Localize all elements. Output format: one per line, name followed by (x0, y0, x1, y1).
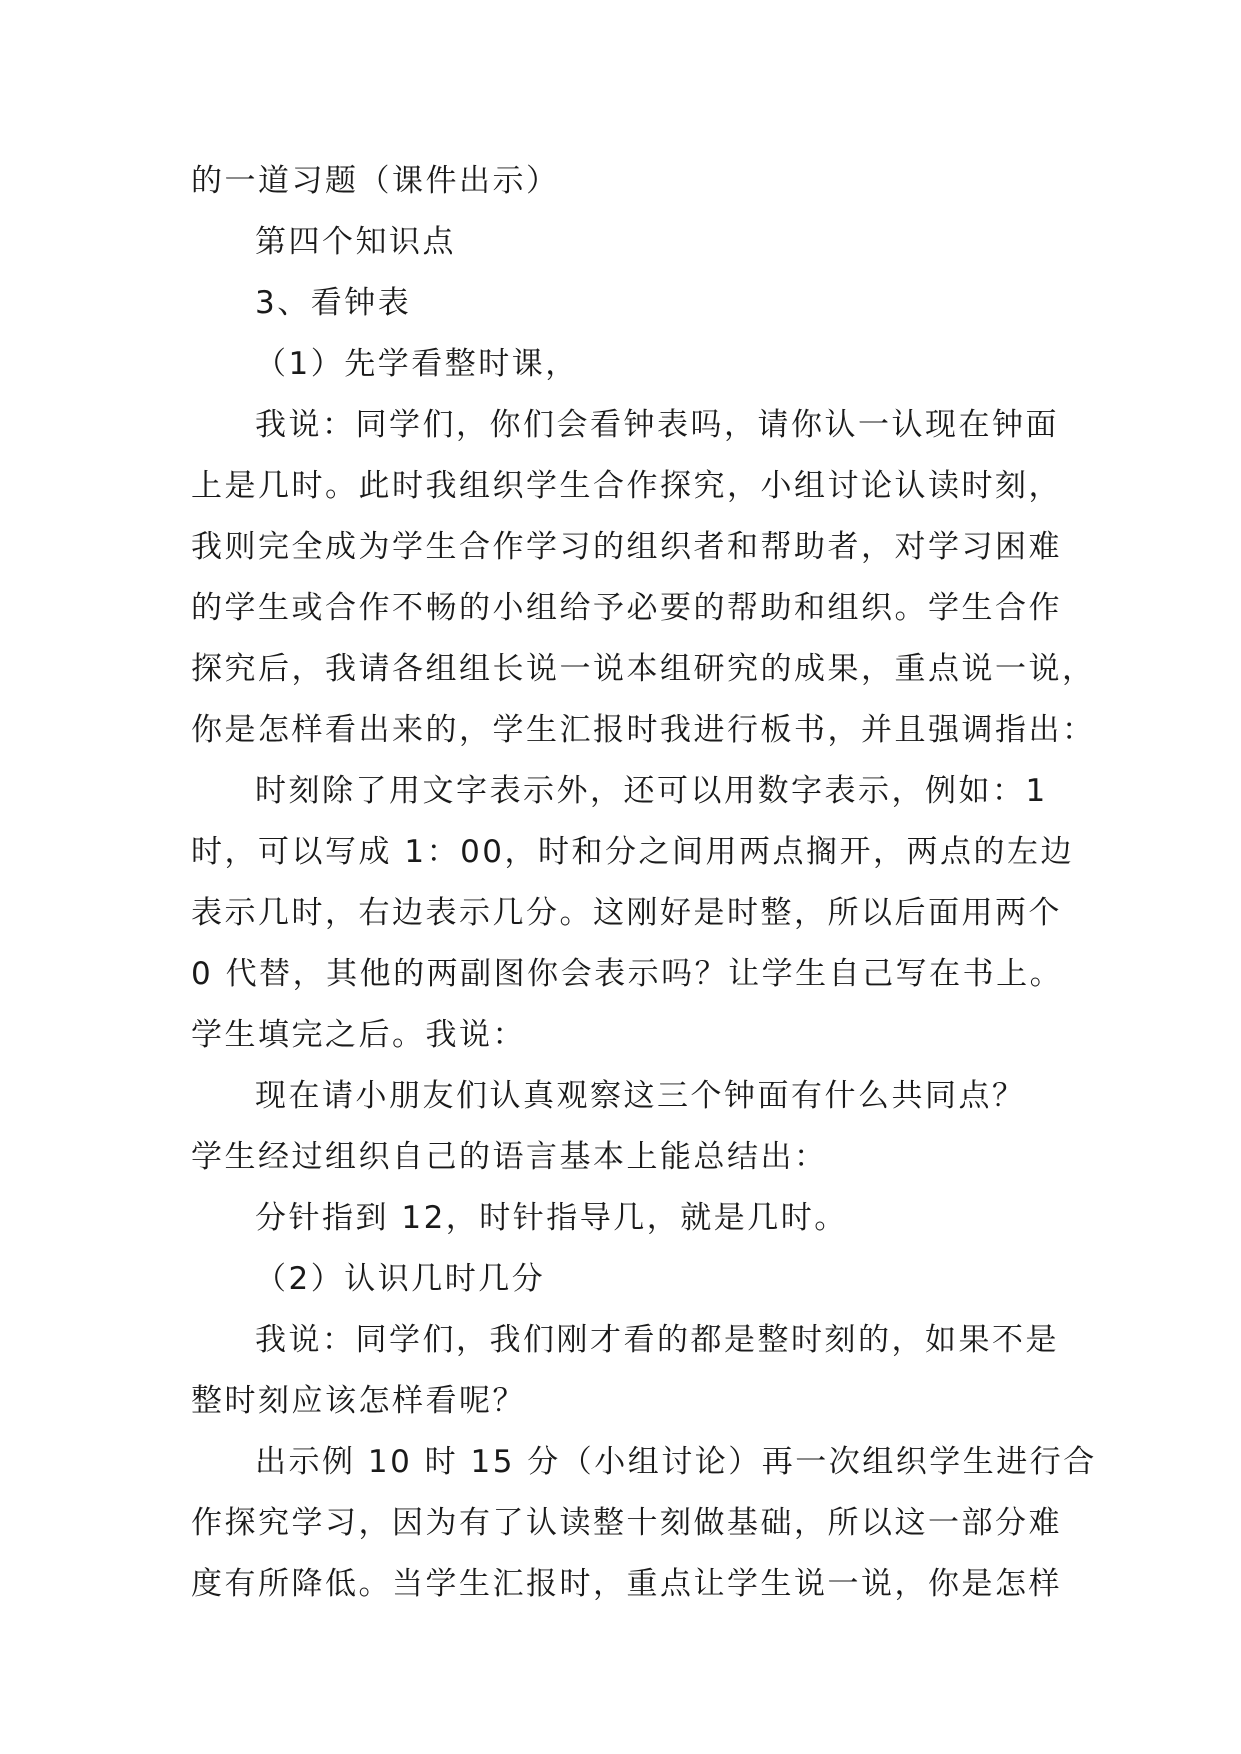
text-line: （1）先学看整时课， (255, 346, 579, 382)
text-line: 现在请小朋友们认真观察这三个钟面有什么共同点？ (255, 1078, 1026, 1114)
text-line: 探究后，我请各组组长说一说本组研究的成果，重点说一说， (191, 651, 1096, 687)
text-line: 我则完全成为学生合作学习的组织者和帮助者，对学习困难 (191, 529, 1062, 565)
text-line: 度有所降低。当学生汇报时，重点让学生说一说，你是怎样 (191, 1566, 1062, 1602)
text-line: 0 代替，其他的两副图你会表示吗？让学生自己写在书上。 (191, 956, 1064, 992)
text-line: 3、看钟表 (255, 285, 412, 321)
text-line: 整时刻应该怎样看呢？ (191, 1383, 526, 1419)
text-line: 的一道习题（课件出示） (191, 163, 560, 199)
text-line: 作探究学习，因为有了认读整十刻做基础，所以这一部分难 (191, 1505, 1062, 1541)
text-line: 学生填完之后。我说： (191, 1017, 526, 1053)
text-line: 我说：同学们，我们刚才看的都是整时刻的，如果不是 (255, 1322, 1059, 1358)
text-line: 上是几时。此时我组织学生合作探究，小组讨论认读时刻， (191, 468, 1062, 504)
text-line: 时刻除了用文字表示外，还可以用数字表示，例如：1 (255, 773, 1048, 809)
text-line: 你是怎样看出来的，学生汇报时我进行板书，并且强调指出： (191, 712, 1096, 748)
text-line: 分针指到 12，时针指导几，就是几时。 (255, 1200, 848, 1236)
text-line: （2）认识几时几分 (255, 1261, 546, 1297)
text-line: 我说：同学们，你们会看钟表吗，请你认一认现在钟面 (255, 407, 1059, 443)
text-line: 表示几时，右边表示几分。这刚好是时整，所以后面用两个 (191, 895, 1062, 931)
text-line: 学生经过组织自己的语言基本上能总结出： (191, 1139, 828, 1175)
text-line: 时，可以写成 1：00，时和分之间用两点搁开，两点的左边 (191, 834, 1075, 870)
text-line: 第四个知识点 (255, 224, 456, 260)
text-line: 出示例 10 时 15 分（小组讨论）再一次组织学生进行合 (255, 1444, 1097, 1480)
text-line: 的学生或合作不畅的小组给予必要的帮助和组织。学生合作 (191, 590, 1062, 626)
